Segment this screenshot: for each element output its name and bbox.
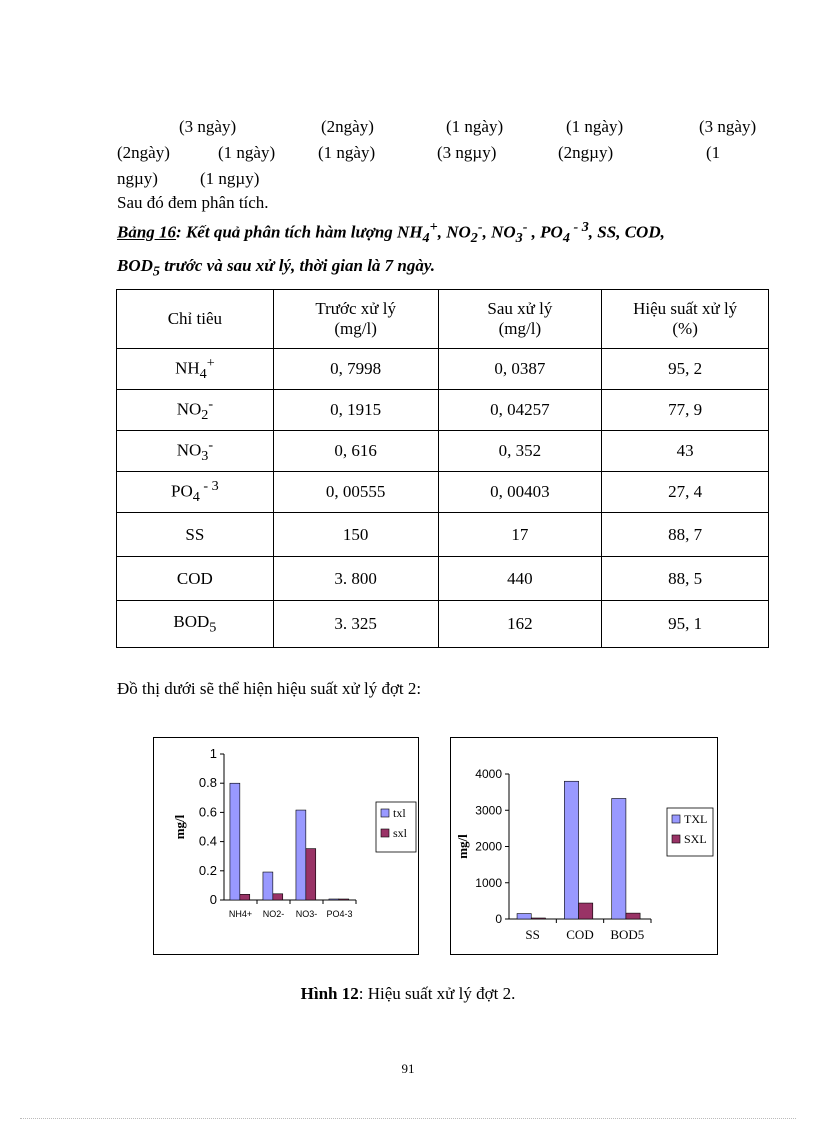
indicator-sup: - bbox=[208, 436, 214, 453]
cell-eff: 88, 5 bbox=[602, 557, 769, 601]
caption-text: , SS, COD, bbox=[588, 222, 665, 242]
indicator-sub: 3 bbox=[201, 448, 209, 465]
cell-before: 0, 1915 bbox=[273, 390, 438, 431]
legend-swatch bbox=[381, 829, 389, 837]
legend-label: sxl bbox=[393, 826, 408, 840]
table-header-row bbox=[117, 290, 769, 349]
y-tick-label: 1000 bbox=[475, 875, 502, 890]
cell-after: 0, 04257 bbox=[438, 390, 602, 431]
caption-sub: 3 bbox=[515, 230, 523, 247]
caption-text: , NO bbox=[437, 222, 471, 242]
bar-sxl bbox=[339, 899, 349, 900]
cell-before: 0, 7998 bbox=[273, 349, 438, 390]
intro-word: (1 ngµy) bbox=[200, 169, 260, 188]
x-tick-label: NO3- bbox=[295, 909, 318, 919]
intro-word: (3 ngµy) bbox=[437, 143, 497, 162]
x-tick-label: SS bbox=[525, 927, 540, 942]
cell-before: 0, 616 bbox=[273, 431, 438, 472]
header-text: Chỉ tiêu bbox=[167, 309, 223, 328]
cell-after: 440 bbox=[438, 557, 602, 601]
table-row bbox=[117, 513, 769, 557]
caption-text: , NO bbox=[482, 222, 516, 242]
results-table bbox=[116, 289, 769, 648]
bar-txl bbox=[230, 783, 240, 900]
chart-1-svg bbox=[154, 738, 418, 954]
y-tick-label: 4000 bbox=[475, 767, 502, 781]
chart-2 bbox=[450, 737, 718, 955]
chart-2-svg bbox=[451, 738, 717, 954]
header-before bbox=[273, 290, 438, 349]
caption-text: , PO bbox=[527, 222, 563, 242]
bar-TXL bbox=[517, 914, 531, 919]
y-tick-label: 0.6 bbox=[198, 804, 217, 820]
indicator-base: NO bbox=[176, 399, 202, 419]
y-tick-label: 0.2 bbox=[198, 862, 217, 878]
intro-word: (2ngày) bbox=[321, 117, 374, 136]
cell-before: 3. 800 bbox=[273, 557, 438, 601]
intro-word: ngµy) bbox=[117, 169, 158, 188]
indicator-sub: 5 bbox=[209, 619, 217, 636]
bar-sxl bbox=[306, 849, 316, 900]
bar-txl bbox=[296, 810, 306, 900]
cell-eff: 95, 1 bbox=[602, 601, 769, 648]
intro-sentence: Sau đó đem phân tích. bbox=[117, 193, 269, 212]
intro-word: (3 ngày) bbox=[179, 117, 237, 136]
indicator-base: BOD bbox=[173, 611, 210, 631]
bar-TXL bbox=[612, 798, 626, 919]
y-axis-label: mg/l bbox=[455, 834, 470, 859]
cell-indicator bbox=[117, 472, 274, 513]
table-caption bbox=[117, 214, 769, 285]
cell-eff: 77, 9 bbox=[602, 390, 769, 431]
cell-after: 17 bbox=[438, 513, 602, 557]
header-text: Sau xử lý bbox=[487, 299, 553, 318]
header-unit: (mg/l) bbox=[334, 319, 377, 338]
header-indicator bbox=[117, 290, 274, 349]
bar-sxl bbox=[240, 894, 250, 900]
cell-before: 0, 00555 bbox=[273, 472, 438, 513]
caption-text: trước và sau xử lý, thời gian là 7 ngày. bbox=[159, 256, 436, 276]
x-tick-label: NH4+ bbox=[228, 909, 253, 919]
intro-word: (1 ngày) bbox=[218, 143, 276, 162]
bar-sxl bbox=[273, 894, 283, 900]
indicator-base: NO bbox=[176, 440, 202, 460]
indicator-base: PO bbox=[171, 481, 193, 501]
intro-word: (1 ngày) bbox=[446, 117, 504, 136]
chart-intro: Đồ thị dưới sẽ thể hiện hiệu suất xử lý đợt 2: bbox=[117, 679, 422, 698]
bar-txl bbox=[329, 899, 339, 900]
caption-text: : Kết quả phân tích hàm lượng NH bbox=[176, 222, 423, 242]
table-row bbox=[117, 431, 769, 472]
cell-indicator bbox=[117, 513, 274, 557]
y-tick-label: 0.4 bbox=[198, 833, 217, 849]
indicator-base: SS bbox=[185, 524, 205, 544]
table-row bbox=[117, 601, 769, 648]
cell-indicator bbox=[117, 601, 274, 648]
indicator-sup: - 3 bbox=[199, 477, 219, 494]
indicator-sup: - bbox=[208, 395, 214, 412]
caption-sub: 5 bbox=[152, 263, 160, 280]
cell-after: 0, 0387 bbox=[438, 349, 602, 390]
y-tick-label: 2000 bbox=[475, 839, 502, 854]
table-row bbox=[117, 349, 769, 390]
bar-SXL bbox=[531, 918, 545, 919]
caption-sup: - bbox=[522, 219, 528, 235]
y-tick-label: 0 bbox=[209, 892, 217, 907]
intro-word: (1 ngày) bbox=[566, 117, 624, 136]
cell-indicator bbox=[117, 431, 274, 472]
x-tick-label: COD bbox=[566, 927, 594, 942]
legend-label: TXL bbox=[684, 812, 708, 826]
caption-text: BOD bbox=[117, 256, 153, 276]
bar-TXL bbox=[564, 781, 578, 919]
legend-label: txl bbox=[393, 806, 406, 820]
y-tick-label: 3000 bbox=[475, 803, 502, 818]
cell-before: 150 bbox=[273, 513, 438, 557]
cell-eff: 95, 2 bbox=[602, 349, 769, 390]
caption-sup: + bbox=[429, 219, 438, 235]
y-tick-label: 0 bbox=[495, 912, 502, 926]
indicator-base: COD bbox=[176, 568, 213, 588]
indicator-sup: + bbox=[206, 354, 215, 371]
cell-indicator bbox=[117, 349, 274, 390]
indicator-sub: 4 bbox=[199, 366, 207, 383]
header-after bbox=[438, 290, 602, 349]
legend-swatch bbox=[381, 809, 389, 817]
caption-sup: - 3 bbox=[569, 219, 589, 235]
header-unit: (mg/l) bbox=[498, 319, 542, 338]
y-tick-label: 0.8 bbox=[198, 775, 217, 791]
bar-SXL bbox=[579, 903, 593, 919]
cell-eff: 43 bbox=[602, 431, 769, 472]
table-row bbox=[117, 557, 769, 601]
indicator-base: NH bbox=[175, 358, 200, 378]
intro-word: (2ngày) bbox=[117, 143, 170, 162]
x-tick-label: PO4-3 bbox=[326, 909, 353, 919]
y-axis-label: mg/l bbox=[172, 814, 187, 840]
y-tick-label: 1 bbox=[209, 746, 217, 761]
intro-word: (1 bbox=[706, 143, 721, 162]
figure-text: : Hiệu suất xử lý đợt 2. bbox=[358, 984, 516, 1003]
cell-eff: 88, 7 bbox=[602, 513, 769, 557]
chart-1 bbox=[153, 737, 419, 955]
bar-txl bbox=[263, 872, 273, 900]
caption-sub: 4 bbox=[562, 230, 570, 247]
intro-word: (1 ngày) bbox=[318, 143, 376, 162]
figure-caption bbox=[0, 984, 816, 1004]
header-text: Hiệu suất xử lý bbox=[633, 299, 738, 318]
bar-SXL bbox=[626, 913, 640, 919]
header-efficiency bbox=[602, 290, 769, 349]
header-text: Trước xử lý bbox=[315, 299, 396, 318]
caption-sub: 2 bbox=[470, 230, 478, 247]
cell-after: 0, 352 bbox=[438, 431, 602, 472]
cell-indicator bbox=[117, 557, 274, 601]
table-row bbox=[117, 390, 769, 431]
indicator-sub: 2 bbox=[201, 407, 209, 424]
caption-sub: 4 bbox=[422, 230, 430, 247]
caption-sup: - bbox=[477, 219, 483, 235]
table-row bbox=[117, 472, 769, 513]
legend-swatch bbox=[672, 815, 680, 823]
intro-word: (2ngµy) bbox=[558, 143, 614, 162]
cell-indicator bbox=[117, 390, 274, 431]
legend-label: SXL bbox=[684, 832, 707, 846]
cell-before: 3. 325 bbox=[273, 601, 438, 648]
x-tick-label: NO2- bbox=[262, 909, 285, 919]
table-label: Bảng 16 bbox=[117, 222, 177, 242]
cell-after: 162 bbox=[438, 601, 602, 648]
page-number: 91 bbox=[401, 1061, 415, 1076]
indicator-sub: 4 bbox=[192, 489, 200, 506]
x-tick-label: BOD5 bbox=[610, 927, 645, 942]
cell-after: 0, 00403 bbox=[438, 472, 602, 513]
figure-label: Hình 12 bbox=[300, 984, 359, 1003]
header-unit: (%) bbox=[672, 319, 698, 338]
page-bottom-rule bbox=[20, 1118, 796, 1119]
cell-eff: 27, 4 bbox=[602, 472, 769, 513]
legend-swatch bbox=[672, 835, 680, 843]
intro-word: (3 ngày) bbox=[699, 117, 757, 136]
